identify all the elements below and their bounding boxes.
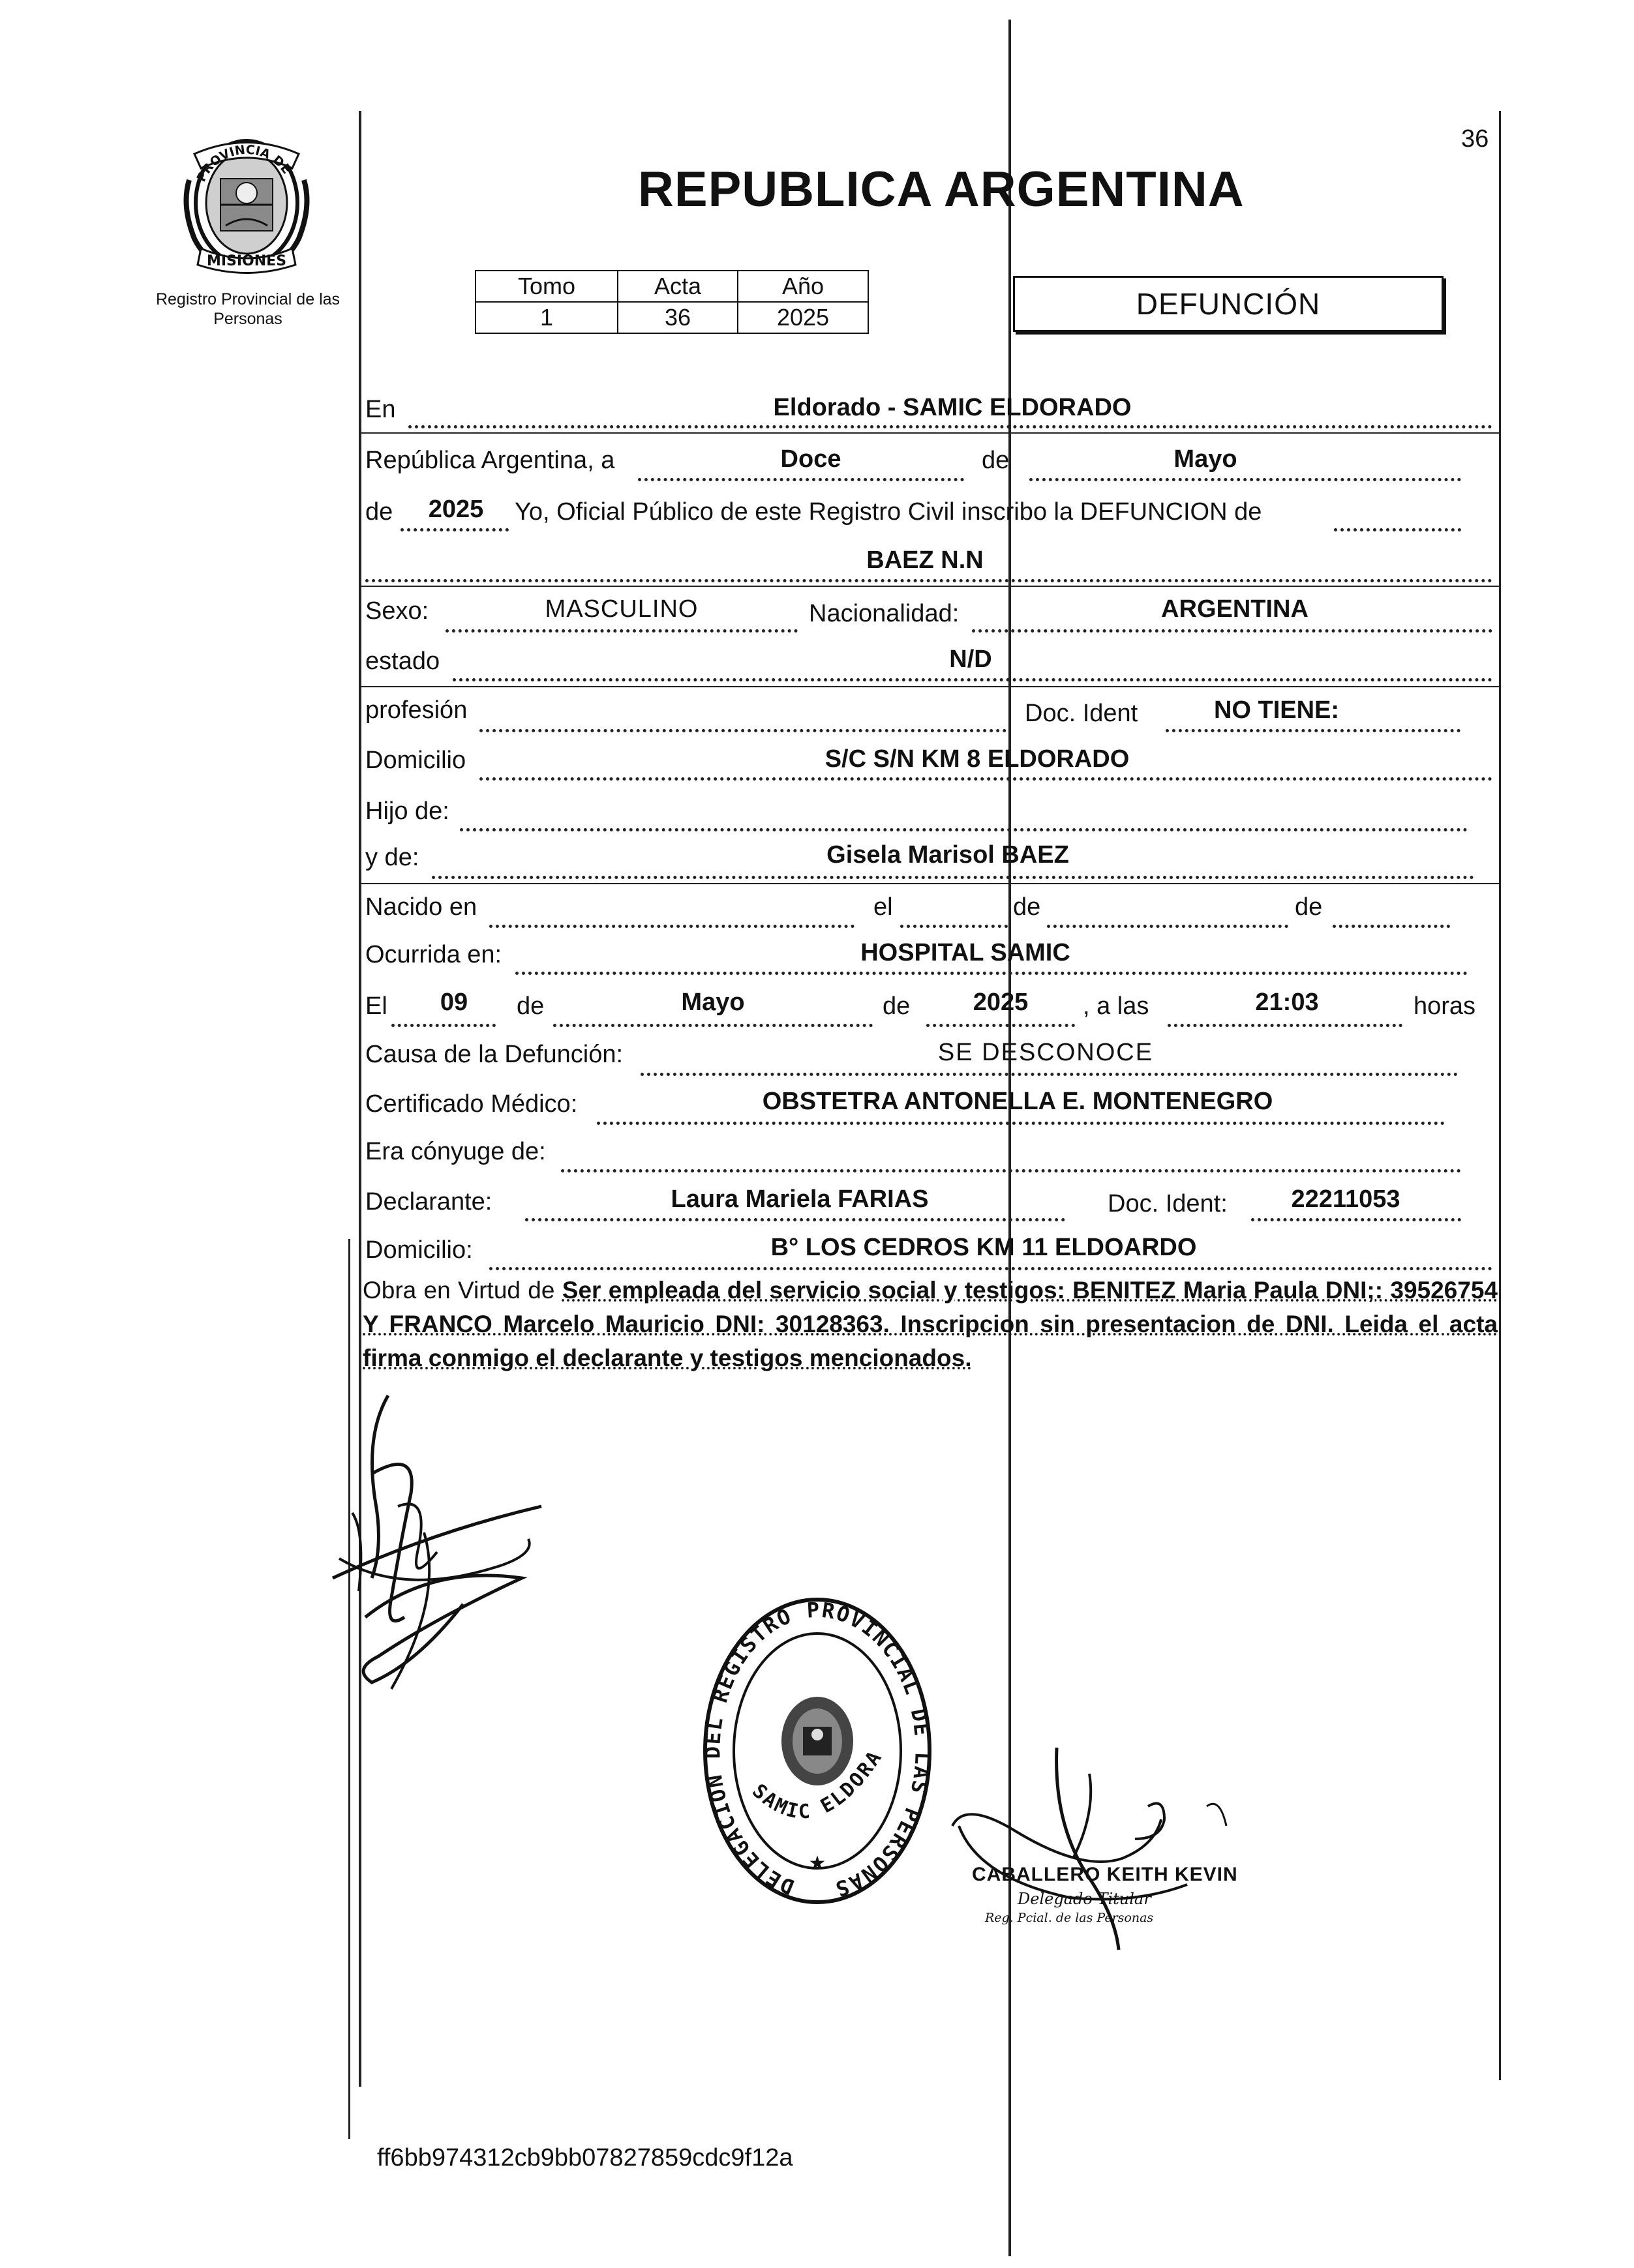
- nombre-value: BAEZ N.N: [866, 546, 984, 574]
- profesion-label: profesión: [365, 696, 468, 724]
- en-value: Eldorado - SAMIC ELDORADO: [773, 394, 1132, 421]
- dotted-line: [401, 528, 509, 531]
- republica-label: República Argentina, a: [365, 447, 615, 474]
- anio-prefix-label: de: [365, 498, 393, 526]
- certificado-label: Certificado Médico:: [365, 1090, 578, 1118]
- domicilio2-value: B° LOS CEDROS KM 11 ELDOARDO: [770, 1234, 1197, 1261]
- page-number: 36: [1461, 125, 1489, 153]
- dotted-line: [1251, 1218, 1461, 1221]
- domicilio-value: S/C S/N KM 8 ELDORADO: [825, 745, 1130, 773]
- causa-label: Causa de la Defunción:: [365, 1041, 624, 1068]
- horas-label: horas: [1414, 992, 1476, 1020]
- coat-of-arms-logo: [175, 128, 318, 278]
- obra-paragraph: [363, 1274, 1498, 1375]
- doc-ident-label: Doc. Ident: [1025, 700, 1138, 727]
- table-row: [476, 271, 868, 302]
- left-margin-line: [359, 111, 361, 2087]
- mes-value: Mayo: [1173, 445, 1237, 473]
- dotted-line: [489, 1267, 1492, 1270]
- row-rule: [359, 586, 1499, 587]
- stamp-inner-text: SAMIC ELDORA: [748, 1746, 888, 1824]
- row-rule: [359, 883, 1499, 884]
- declarante-value: Laura Mariela FARIAS: [671, 1186, 929, 1213]
- nacido-de2-label: de: [1295, 893, 1323, 921]
- table-header-tomo: Tomo: [476, 271, 618, 302]
- dotted-line: [561, 1169, 1461, 1172]
- official-office: Reg. Pcial. de las Personas: [985, 1911, 1154, 1925]
- anio-value: 2025: [428, 496, 484, 523]
- fecha-mes-value: Mayo: [681, 989, 745, 1016]
- dotted-line: [453, 678, 1492, 681]
- coat-banner-text: MISIONES: [206, 253, 287, 269]
- row-rule: [359, 432, 1499, 434]
- nacido-de-label: de: [1013, 893, 1041, 921]
- estado-label: estado: [365, 648, 440, 675]
- certificado-value: OBSTETRA ANTONELLA E. MONTENEGRO: [762, 1088, 1273, 1115]
- table-row: [476, 302, 868, 333]
- dotted-line: [926, 1024, 1075, 1027]
- dotted-line: [479, 777, 1492, 781]
- dotted-line: [641, 1073, 1458, 1076]
- dotted-line: [1029, 478, 1461, 481]
- dotted-line: [479, 729, 1006, 732]
- dotted-line: [900, 925, 1008, 928]
- table-cell-acta: 36: [618, 302, 738, 333]
- record-table: [475, 270, 869, 334]
- dotted-line: [432, 876, 1474, 879]
- dotted-line: [597, 1122, 1445, 1125]
- dotted-line: [553, 1024, 873, 1027]
- obra-text: Ser empleada del servicio social y testigos: BENITEZ Maria Paula DNI;: 39526754 Y FRANCO Marcelo Mauricio DNI: 30128363. Inscripcion sin presentacion de DNI. Leida el acta firma conmigo el declarante y testigos mencionados.: [363, 1277, 1498, 1371]
- doc-ident-value: NO TIENE:: [1213, 696, 1340, 724]
- ocurrida-label: Ocurrida en:: [365, 941, 502, 968]
- conyuge-label: Era cónyuge de:: [365, 1138, 546, 1165]
- doc-ident2-value: 22211053: [1291, 1186, 1400, 1213]
- dotted-line: [391, 1024, 496, 1027]
- dotted-line: [489, 925, 855, 928]
- a-las-label: , a las: [1083, 992, 1149, 1020]
- table-cell-tomo: 1: [476, 302, 618, 333]
- hijo-label: Hijo de:: [365, 798, 449, 825]
- nacido-label: Nacido en: [365, 893, 477, 921]
- estado-value: N/D: [949, 646, 992, 673]
- official-signature: [939, 1735, 1278, 1956]
- official-name: CABALLERO KEITH KEVIN: [972, 1864, 1238, 1885]
- y-de-label: y de:: [365, 844, 419, 871]
- coat-ring-text: PROVINCIA DE: [194, 142, 294, 185]
- dotted-line: [408, 425, 1492, 428]
- fecha-dia-value: 09: [440, 989, 468, 1016]
- registry-caption: Registro Provincial de las Personas: [155, 290, 340, 328]
- nacionalidad-value: ARGENTINA: [1161, 595, 1309, 623]
- ocurrida-value: HOSPITAL SAMIC: [860, 939, 1070, 966]
- document-type-box: DEFUNCIÓN: [1013, 276, 1444, 332]
- en-label: En: [365, 396, 396, 423]
- declarante-signature: [326, 1382, 574, 1708]
- table-cell-anio: 2025: [738, 302, 868, 333]
- dotted-line: [1334, 528, 1461, 531]
- dotted-line: [1166, 729, 1460, 732]
- official-role: Delegado Titular: [1018, 1890, 1151, 1908]
- table-header-acta: Acta: [618, 271, 738, 302]
- declarante-label: Declarante:: [365, 1188, 492, 1216]
- stamp-star-icon: ★: [808, 1852, 826, 1875]
- fecha-de1-label: de: [517, 992, 545, 1020]
- domicilio-label: Domicilio: [365, 747, 466, 774]
- oficial-text: Yo, Oficial Público de este Registro Civil inscribo la DEFUNCION de: [515, 498, 1262, 526]
- delegacion-stamp: [700, 1588, 935, 1914]
- dotted-line: [1333, 925, 1450, 928]
- el-label: el: [873, 893, 893, 921]
- fecha-anio-value: 2025: [973, 989, 1029, 1016]
- dotted-line: [446, 629, 798, 633]
- table-header-anio: Año: [738, 271, 868, 302]
- row-rule: [359, 686, 1499, 687]
- stamp-ring-text: DELEGACION DEL REGISTRO PROVINCIAL DE LAS PERSONAS: [700, 1597, 935, 1902]
- right-margin-line: [1499, 111, 1501, 2080]
- dotted-line: [365, 579, 1492, 582]
- fecha-de2-label: de: [883, 992, 911, 1020]
- dotted-line: [460, 828, 1468, 831]
- madre-value: Gisela Marisol BAEZ: [826, 841, 1069, 869]
- page-title: REPUBLICA ARGENTINA: [638, 162, 1245, 217]
- dia-value: Doce: [780, 445, 841, 473]
- dotted-line: [515, 972, 1468, 975]
- sexo-label: Sexo:: [365, 597, 429, 625]
- obra-label: Obra en Virtud de: [363, 1277, 555, 1304]
- dotted-line: [1168, 1024, 1402, 1027]
- dotted-line: [638, 478, 964, 481]
- domicilio2-label: Domicilio:: [365, 1236, 473, 1264]
- dotted-line: [1047, 925, 1288, 928]
- el-fecha-label: El: [365, 992, 387, 1020]
- causa-value: SE DESCONOCE: [937, 1039, 1154, 1066]
- de-label: de: [982, 447, 1010, 474]
- doc-ident2-label: Doc. Ident:: [1108, 1190, 1228, 1217]
- hora-value: 21:03: [1255, 989, 1319, 1016]
- nacionalidad-label: Nacionalidad:: [809, 600, 960, 627]
- document-hash: ff6bb974312cb9bb07827859cdc9f12a: [377, 2144, 793, 2171]
- sexo-value: MASCULINO: [545, 595, 699, 623]
- dotted-line: [525, 1218, 1065, 1221]
- dotted-line: [972, 629, 1492, 633]
